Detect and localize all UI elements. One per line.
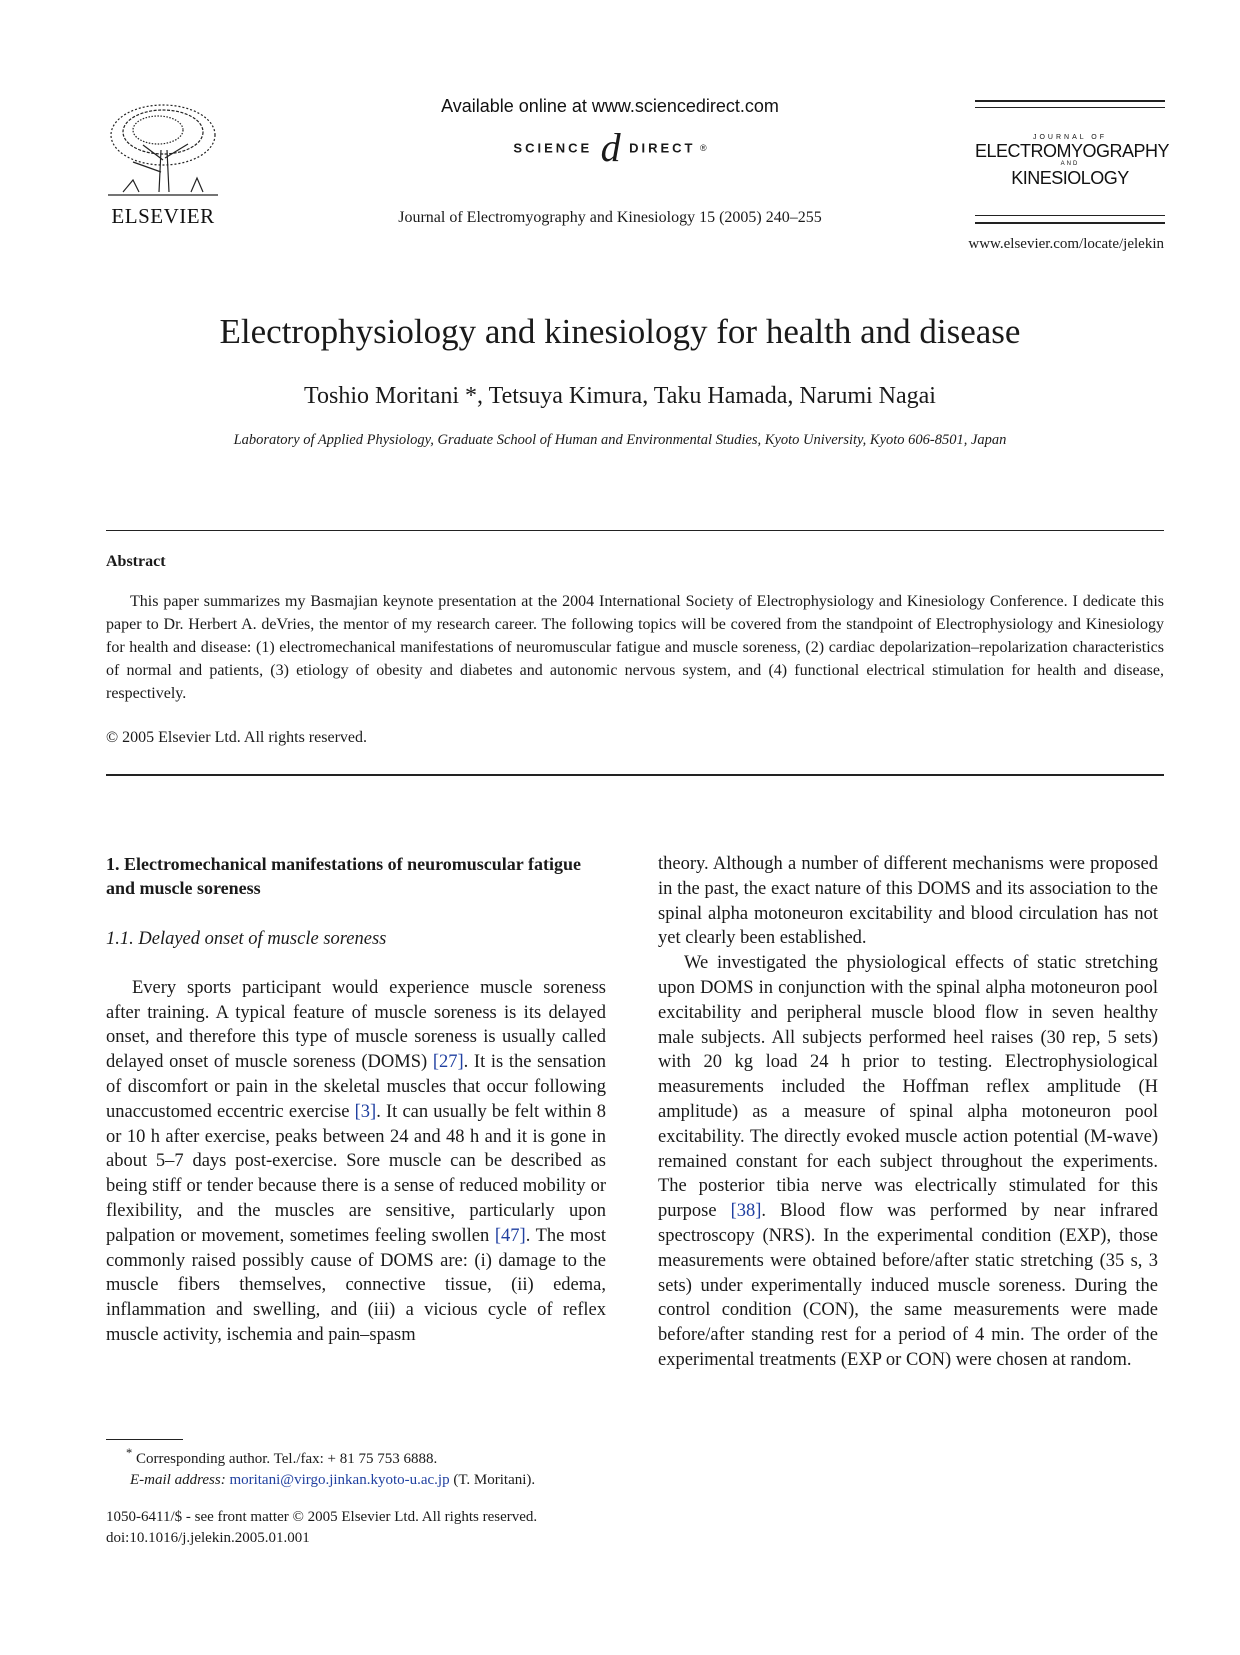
body-column-right (658, 852, 1158, 1373)
journal-citation: Journal of Electromyography and Kinesiology 15 (2005) 240–255 (398, 209, 822, 226)
sciencedirect-available-online[interactable]: Available online at www.sciencedirect.com (441, 96, 779, 116)
elsevier-logo (103, 100, 223, 230)
elsevier-wordmark: ELSEVIER (111, 204, 215, 228)
front-matter (106, 1507, 626, 1549)
journal-logo-top: JOURNAL OF (1032, 134, 1108, 141)
article-title: Electrophysiology and kinesiology for health and disease (219, 312, 1021, 351)
section-1-heading: 1. Electromechanical manifestations of neuromuscular fatigue and muscle soreness (106, 854, 581, 898)
right-para2-text-1: We investigated the physiological effects of static stretching upon DOMS in conjunction with the spinal alpha motoneuron pool excitability and peripheral muscle blood flow in seven healthy male subjects. All subjects performed heel raises (30 rep, 5 sets) with 20 kg load 24 h prior to testing. Electrophysiological measurements included the Hoffman reflex amplitude (H amplitude) as a measure of spinal alpha motoneuron pool excitability. The directly evoked muscle action potential (M-wave) remained constant for each subject throughout the experiments. The posterior tibia nerve was electrically stimulated for this purpose (658, 953, 1158, 1222)
ref-47-link[interactable]: [47] (494, 1225, 526, 1246)
header-rule-bottom-1 (975, 215, 1165, 216)
journal-logo (975, 134, 1170, 188)
abstract-copyright: © 2005 Elsevier Ltd. All rights reserved. (106, 729, 367, 746)
footnote-email-link[interactable]: moritani@virgo.jinkan.kyoto-u.ac.jp (229, 1472, 450, 1488)
journal-logo-line2: KINESIOLOGY (1011, 168, 1129, 188)
right-para2-text-2: . Blood flow was performed by near infrared spectroscopy (NRS). In the experimental condition (EXP), those measurements were obtained before/after static stretching (35 s, 3 sets) under experimentally induced muscle soreness. During the control condition (CON), the same measurements were made before/after standing rest for a period of 4 min. The order of the experimental treatments (EXP or CON) were chosen at random. (658, 1201, 1158, 1370)
elsevier-tree-icon (103, 100, 223, 200)
left-para-text-4: . The most commonly raised possibly cause of DOMS are: (i) damage to the muscle fibers themselves, connective tissue, (ii) edema, inflammation and swelling, and (iii) a vicious cycle of reflex muscle activity, ischemia and pain–spasm (106, 1225, 606, 1345)
ref-27-link[interactable]: [27] (432, 1052, 464, 1073)
header-rule-bottom-2 (975, 222, 1165, 224)
registered-mark: ® (699, 143, 707, 153)
footnote-marker: * (126, 1446, 133, 1460)
journal-url-link[interactable]: www.elsevier.com/locate/jelekin (968, 236, 1164, 252)
left-para-text-1: Every sports participant would experience muscle soreness after training. A typical feature of muscle soreness is its delayed onset, and therefore this type of muscle soreness is usually called delayed onset of muscle soreness (DOMS) (106, 977, 606, 1073)
footnote-corresponding-text: Corresponding author. Tel./fax: + 81 75 753 6888. (136, 1451, 438, 1467)
journal-logo-and: AND (1060, 161, 1080, 167)
footnote-email-label: E-mail address: (130, 1472, 226, 1488)
footnote (106, 1443, 606, 1491)
footnote-corresponding (106, 1443, 606, 1470)
left-para-text-2: . It is the sensation of discomfort or pain in the skeletal muscles that occur following unaccustomed eccentric exercise (106, 1052, 606, 1122)
header-rule-top-2 (975, 107, 1165, 108)
right-paragraph-1: theory. Although a number of different mechanisms were proposed in the past, the exact nature of this DOMS and its association to the spinal alpha motoneuron excitability and blood circulation has not yet clearly been established. (658, 854, 1158, 949)
footnote-rule (106, 1439, 183, 1440)
sciencedirect-word-left: SCIENCE (513, 140, 593, 156)
body-column-left (106, 852, 606, 1348)
abstract-rule-bottom (106, 774, 1164, 776)
abstract-heading: Abstract (106, 553, 166, 570)
header-rule-top-1 (975, 100, 1165, 102)
article-authors: Toshio Moritani *, Tetsuya Kimura, Taku Hamada, Narumi Nagai (304, 383, 936, 409)
issn-line: 1050-6411/$ - see front matter © 2005 Elsevier Ltd. All rights reserved. (106, 1509, 538, 1525)
footnote-email-line (106, 1470, 606, 1491)
doi-line: doi:10.1016/j.jelekin.2005.01.001 (106, 1530, 310, 1546)
sciencedirect-mark-icon: d (600, 125, 621, 170)
footnote-email-suffix: (T. Moritani). (449, 1472, 536, 1488)
journal-logo-line1: ELECTROMYOGRAPHY (975, 141, 1170, 161)
sciencedirect-logo (360, 125, 860, 172)
article-affiliation: Laboratory of Applied Physiology, Graduate School of Human and Environmental Studies, Kyoto University, Kyoto 606-8501, Japan (233, 432, 1007, 448)
right-paragraph-2 (658, 951, 1158, 1373)
ref-3-link[interactable]: [3] (354, 1101, 377, 1122)
ref-38-link[interactable]: [38] (730, 1201, 762, 1222)
abstract-text: This paper summarizes my Basmajian keynote presentation at the 2004 International Society of Electrophysiology and Kinesiology Conference. I dedicate this paper to Dr. Herbert A. deVries, the mentor of my research career. The following topics will be covered from the standpoint of Electrophysiology and Kinesiology for health and disease: (1) electromechanical manifestations of neuromuscular fatigue and muscle soreness, (2) cardiac depolarization–repolarization characteristics of normal and patients, (3) etiology of obesity and diabetes and autonomic nervous system, and (4) functional electrical stimulation for health and disease, respectively. (106, 593, 1164, 702)
abstract-rule-top (106, 530, 1164, 531)
sciencedirect-word-right: DIRECT (629, 140, 696, 156)
left-para-text-3: . It can usually be felt within 8 or 10 h after exercise, peaks between 24 and 48 h and it is gone in about 5–7 days post-exercise. Sore muscle can be described as being stiff or tender because there is a sense of reduced mobility or flexibility, and the muscles are sensitive, particularly upon palpation or movement, sometimes feeling swollen (106, 1101, 606, 1246)
subsection-1-1-heading: 1.1. Delayed onset of muscle soreness (106, 929, 387, 949)
left-paragraph (106, 976, 606, 1348)
